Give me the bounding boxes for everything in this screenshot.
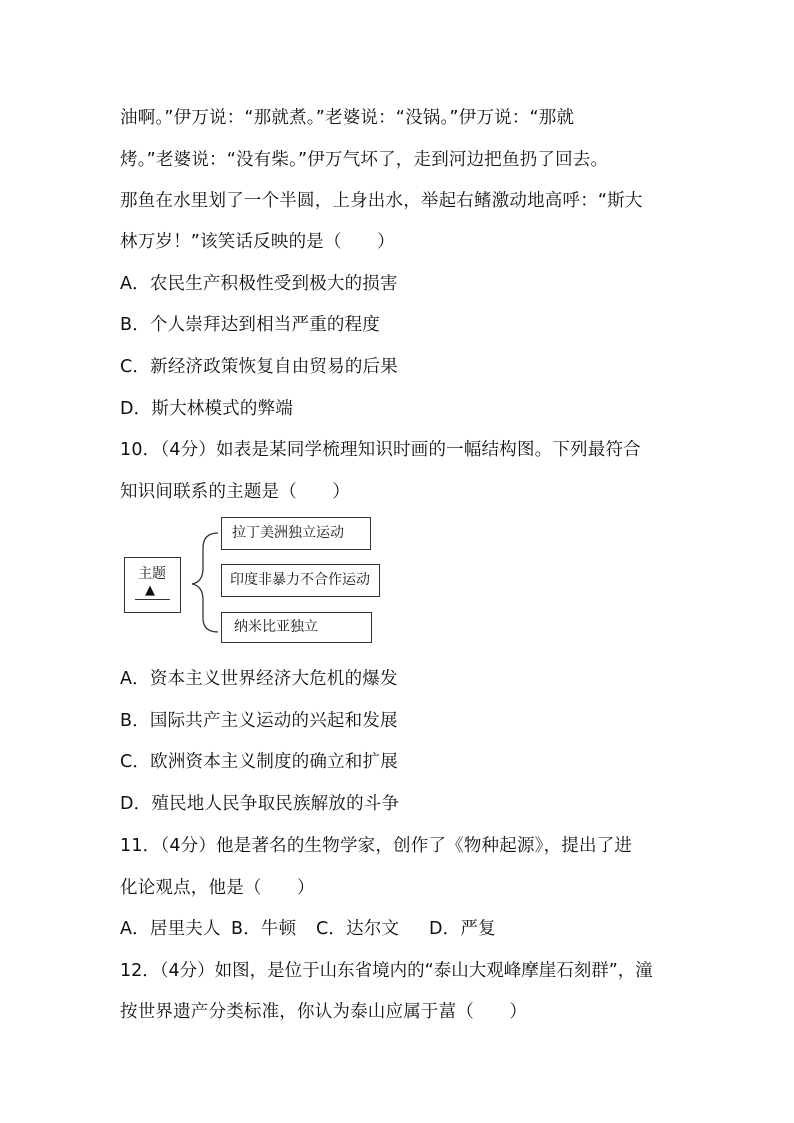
q10-option-c: C．欧洲资本主义制度的确立和扩展	[120, 752, 398, 772]
q11-option-c: C．达尔文	[316, 919, 400, 939]
topic-underline	[135, 599, 170, 600]
diagram-item-1: 拉丁美洲独立运动	[232, 525, 344, 541]
q11-option-b: B．牛顿	[231, 919, 297, 939]
q10-option-b: B．国际共产主义运动的兴起和发展	[120, 711, 398, 731]
q9-text-line-2: 烤。”老婆说：“没有柴。”伊万气坏了，走到河边把鱼扔了回去。	[120, 150, 609, 170]
topic-label: 主题	[138, 566, 166, 582]
q11-option-a: A．居里夫人	[120, 919, 221, 939]
q9-option-d: D．斯大林模式的弊端	[120, 399, 293, 419]
q11-option-d: D．严复	[429, 919, 496, 939]
q9-option-b: B．个人崇拜达到相当严重的程度	[120, 315, 381, 335]
q10-option-d: D．殖民地人民争取民族解放的斗争	[120, 794, 400, 814]
diagram-item-2: 印度非暴力不合作运动	[230, 572, 370, 588]
q9-option-a: A．农民生产积极性受到极大的损害	[120, 274, 398, 294]
q10-option-a: A．资本主义世界经济大危机的爆发	[120, 669, 398, 689]
q9-text-line-3: 那鱼在水里划了一个半圆，上身出水，举起右鳍激动地高呼：“斯大	[120, 191, 643, 211]
triangle-icon: ▲	[145, 583, 155, 598]
diagram-item-3: 纳米比亚独立	[234, 619, 318, 635]
q9-text-line-1: 油啊。”伊万说：“那就煮。”老婆说：“没锅。”伊万说：“那就	[120, 108, 575, 128]
q12-stem-line-1: 12．（4分）如图，是位于山东省境内的“泰山大观峰摩崖石刻群”，潼	[120, 961, 653, 981]
q9-option-c: C．新经济政策恢复自由贸易的后果	[120, 357, 398, 377]
q11-stem-line-1: 11．（4分）他是著名的生物学家，创作了《物种起源》，提出了进	[120, 836, 633, 856]
q10-stem-line-1: 10．（4分）如表是某同学梳理知识时画的一幅结构图。下列最符合	[120, 440, 641, 460]
q12-stem-line-2: 按世界遗产分类标准，你认为泰山应属于葍（ ）	[120, 1002, 528, 1022]
q9-text-line-4: 林万岁！”该笑话反映的是（ ）	[120, 232, 395, 252]
q10-stem-line-2: 知识间联系的主题是（ ）	[120, 482, 351, 502]
q11-stem-line-2: 化论观点，他是（ ）	[120, 878, 315, 898]
